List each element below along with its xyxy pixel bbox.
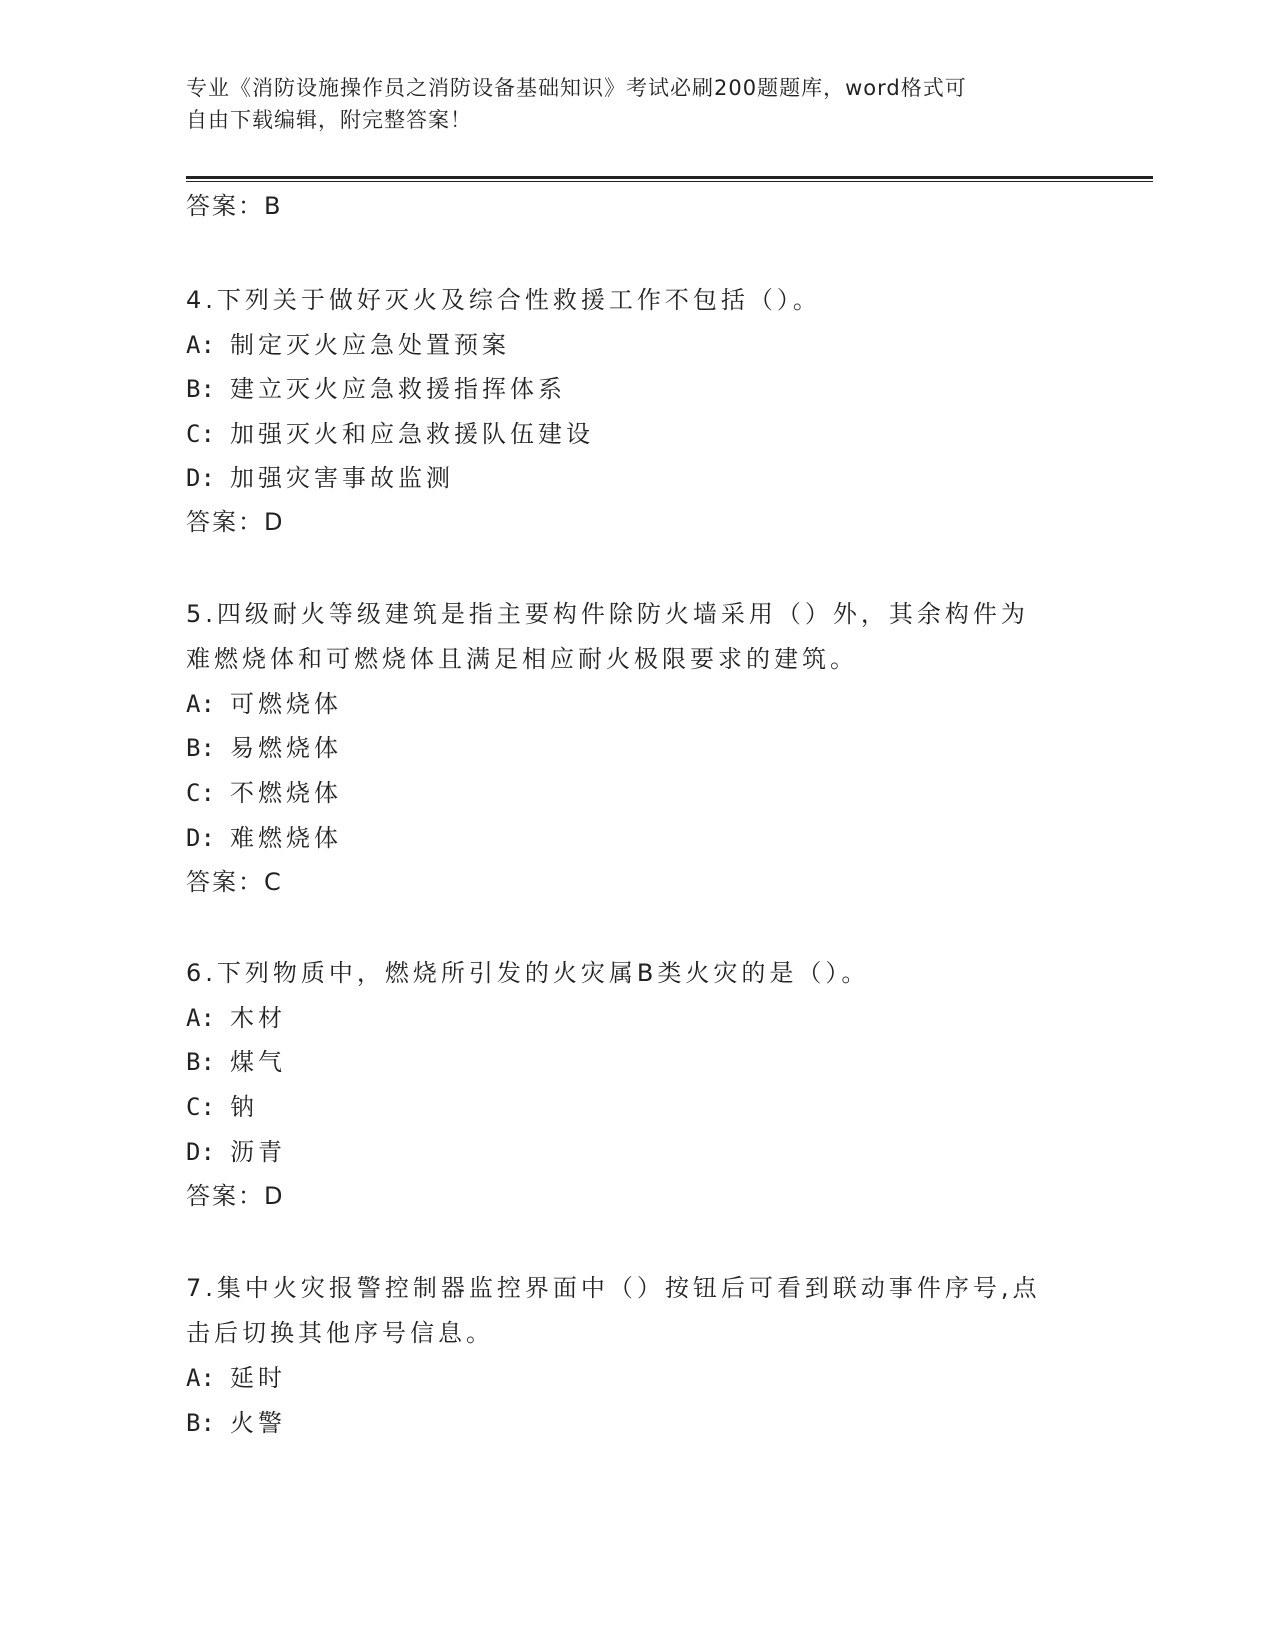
header-line-1: 专业《消防设施操作员之消防设备基础知识》考试必刷200题题库，word格式可 [186,76,967,100]
option-text: 难燃烧体 [230,824,342,852]
option-text: 可燃烧体 [230,690,342,718]
answer-line: 答案：D [186,508,285,536]
question-stem: 6.下列物质中，燃烧所引发的火灾属B类火灾的是（）。 [186,959,870,987]
option-c [186,777,1086,809]
option-c [186,418,1086,450]
option-text: 沥青 [230,1138,286,1166]
option-d [186,822,1086,854]
answer-line: 答案：D [186,1182,285,1210]
header-divider-thin [186,181,1153,182]
option-letter: C: [186,779,215,807]
option-c [186,1091,1086,1123]
option-text: 建立灭火应急救援指挥体系 [230,375,566,403]
option-letter: B: [186,1048,215,1076]
question-stem: 4.下列关于做好灭火及综合性救援工作不包括（）。 [186,286,821,314]
option-a [186,1002,1086,1034]
document-header [186,72,1086,136]
option-text: 延时 [230,1364,286,1392]
option-text: 火警 [230,1409,286,1437]
option-b [186,1046,1086,1078]
option-letter: C: [186,420,215,448]
option-letter: D: [186,824,215,852]
question-stem-continued: 击后切换其他序号信息。 [186,1319,494,1347]
option-text: 易燃烧体 [230,734,342,762]
option-letter: A: [186,690,215,718]
option-d [186,462,1086,494]
option-b [186,373,1086,405]
option-text: 煤气 [230,1048,286,1076]
option-letter: D: [186,1138,215,1166]
option-a [186,329,1086,361]
option-b [186,732,1086,764]
option-a [186,688,1086,720]
option-text: 加强灭火和应急救援队伍建设 [230,420,594,448]
header-divider-thick [186,176,1153,179]
option-letter: B: [186,1409,215,1437]
option-text: 制定灭火应急处置预案 [230,331,510,359]
option-a [186,1362,1086,1394]
option-letter: B: [186,734,215,762]
option-letter: A: [186,331,215,359]
option-text: 钠 [230,1093,258,1121]
question-stem: 7.集中火灾报警控制器监控界面中（）按钮后可看到联动事件序号,点 [186,1274,1041,1302]
header-line-2: 自由下载编辑，附完整答案！ [186,108,472,132]
option-letter: A: [186,1364,215,1392]
question-stem-continued: 难燃烧体和可燃烧体且满足相应耐火极限要求的建筑。 [186,645,858,673]
option-letter: D: [186,464,215,492]
option-b [186,1407,1086,1439]
option-text: 不燃烧体 [230,779,342,807]
option-letter: A: [186,1004,215,1032]
question-stem: 5.四级耐火等级建筑是指主要构件除防火墙采用（）外，其余构件为 [186,600,1029,628]
option-text: 木材 [230,1004,286,1032]
option-letter: C: [186,1093,215,1121]
option-text: 加强灾害事故监测 [230,464,454,492]
option-letter: B: [186,375,215,403]
answer-line: 答案：B [186,192,283,220]
option-d [186,1136,1086,1168]
answer-line: 答案：C [186,868,283,896]
